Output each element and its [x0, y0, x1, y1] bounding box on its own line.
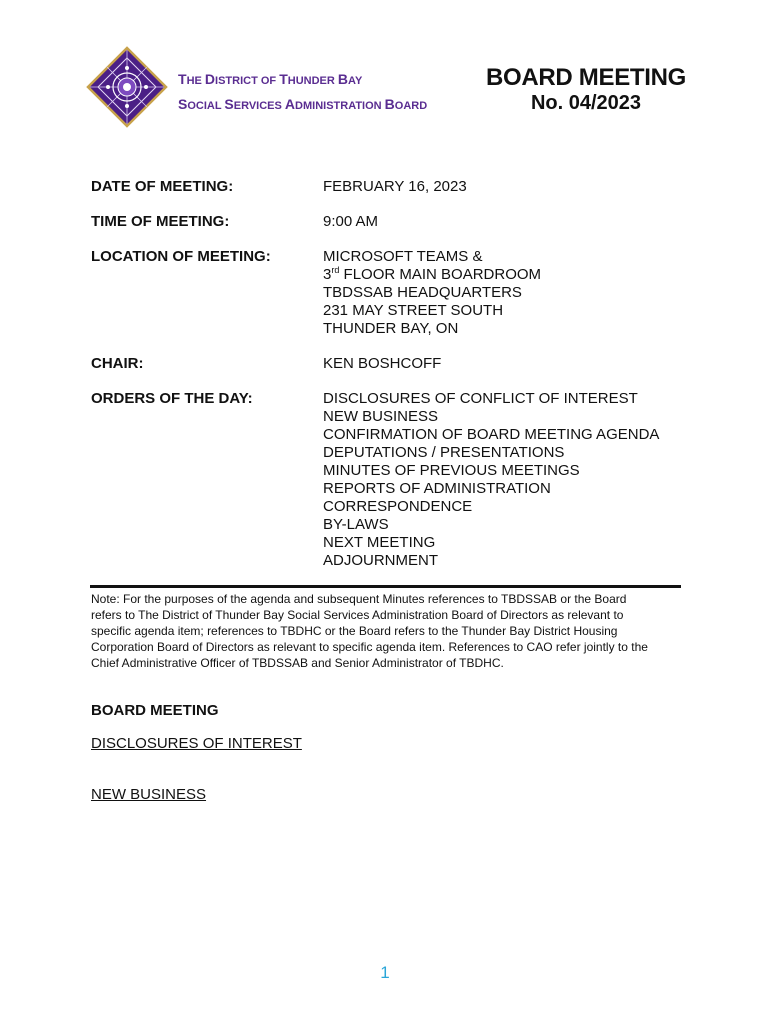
location-line: MICROSOFT TEAMS & [323, 248, 483, 265]
ordinal-suffix: rd [331, 265, 340, 275]
location-line: THUNDER BAY, ON [323, 320, 459, 337]
location-line [323, 266, 541, 284]
location-value [323, 248, 541, 338]
meeting-number: No. 04/2023 [530, 92, 642, 114]
order-item: DISCLOSURES OF CONFLICT OF INTEREST [323, 390, 638, 407]
tbdssab-diamond-logo-icon [86, 46, 168, 128]
time-value: 9:00 AM [323, 213, 379, 230]
disclosures-of-interest-link[interactable]: DISCLOSURES OF INTEREST [91, 735, 302, 752]
order-item: DEPUTATIONS / PRESENTATIONS [323, 444, 565, 461]
page-number: 1 [380, 963, 390, 982]
agenda-note [91, 591, 687, 671]
order-item: REPORTS OF ADMINISTRATION [323, 480, 551, 497]
time-label: TIME OF MEETING: [91, 213, 230, 230]
organization-line-1: THE DISTRICT OF THUNDER BAY [178, 71, 363, 87]
location-line: 231 MAY STREET SOUTH [323, 302, 504, 319]
orders-label: ORDERS OF THE DAY: [91, 390, 253, 407]
order-item: BY-LAWS [323, 516, 389, 533]
meeting-title: BOARD MEETING [485, 64, 687, 91]
date-value: FEBRUARY 16, 2023 [323, 178, 467, 195]
note-line: Chief Administrative Officer of TBDSSAB and Senior Administrator of TBDHC. [91, 656, 504, 670]
order-item: MINUTES OF PREVIOUS MEETINGS [323, 462, 580, 479]
floor-text: FLOOR MAIN BOARDROOM [339, 266, 542, 283]
order-item: ADJOURNMENT [323, 552, 438, 569]
order-item: CONFIRMATION OF BOARD MEETING AGENDA [323, 426, 660, 443]
orders-list [323, 390, 659, 570]
floor-number: 3 [323, 266, 332, 283]
order-item: CORRESPONDENCE [323, 498, 473, 515]
order-item: NEXT MEETING [323, 534, 436, 551]
note-line: specific agenda item; references to TBDHC or the Board refers to the Thunder Bay District Housing [91, 624, 618, 638]
note-line: Corporation Board of Directors as relevant to specific agenda item. References to CAO refer jointly to the [91, 640, 648, 654]
location-label: LOCATION OF MEETING: [91, 248, 271, 265]
organization-line-2: SOCIAL SERVICES ADMINISTRATION BOARD [178, 96, 428, 112]
section-divider [90, 585, 681, 588]
new-business-link[interactable]: NEW BUSINESS [91, 786, 207, 803]
board-meeting-heading: BOARD MEETING [91, 702, 219, 719]
note-line: Note: For the purposes of the agenda and subsequent Minutes references to TBDSSAB or the Board [91, 592, 627, 606]
note-line: refers to The District of Thunder Bay Social Services Administration Board of Directors as relevant to [91, 608, 624, 622]
order-item: NEW BUSINESS [323, 408, 439, 425]
chair-value: KEN BOSHCOFF [323, 355, 442, 372]
date-label: DATE OF MEETING: [91, 178, 234, 195]
chair-label: CHAIR: [91, 355, 144, 372]
organization-name [178, 68, 427, 118]
location-line: TBDSSAB HEADQUARTERS [323, 284, 522, 301]
